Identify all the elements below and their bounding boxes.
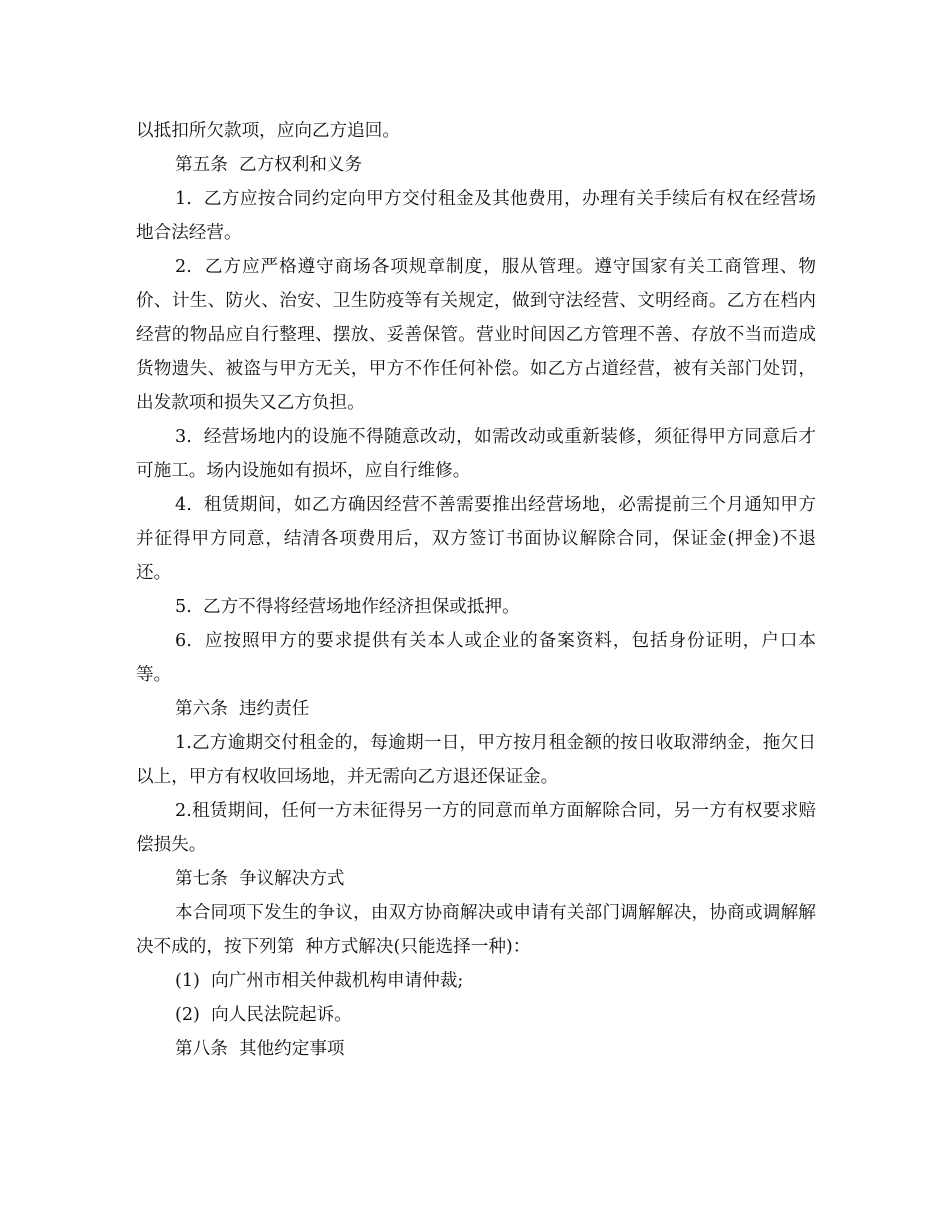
article-5-clause-3: 3. 经营场地内的设施不得随意改动，如需改动或重新装修，须征得甲方同意后才可施工。场内设施如有损坏，应自行维修。 [136,427,816,481]
article-5-clause-2: 2. 乙方应严格遵守商场各项规章制度，服从管理。遵守国家有关工商管理、物价、计生、防火、治安、卫生防疫等有关规定，做到守法经营、文明经商。乙方在档内经营的物品应自行整理、摆放、妥善保管。营业时间因乙方管理不善、存放不当而造成货物遗失、被盗与甲方无关，甲方不作任何补偿。如乙方占道经营，被有关部门处罚，出发款项和损失又乙方负担。 [136,257,816,413]
article-8-heading: 第八条 其他约定事项 [175,1039,345,1059]
article-5-clause-1: 1. 乙方应按合同约定向甲方交付租金及其他费用，办理有关手续后有权在经营场地合法经营。 [136,189,816,243]
article-5-clause-6: 6. 应按照甲方的要求提供有关本人或企业的备案资料，包括身份证明，户口本等。 [136,631,816,685]
article-5-heading: 第五条 乙方权利和义务 [175,155,363,175]
article-7-option-2: (2) 向人民法院起诉。 [175,1005,352,1025]
article-6-clause-2: 2.租赁期间，任何一方未征得另一方的同意而单方面解除合同，另一方有权要求赔偿损失。 [136,801,816,855]
article-6-clause-1: 1.乙方逾期交付租金的，每逾期一日，甲方按月租金额的按日收取滞纳金，拖欠日以上，甲方有权收回场地，并无需向乙方退还保证金。 [136,733,816,787]
article-5-clause-4: 4. 租赁期间，如乙方确因经营不善需要推出经营场地，必需提前三个月通知甲方并征得甲方同意，结清各项费用后，双方签订书面协议解除合同，保证金(押金)不退还。 [136,495,816,583]
article-7-body: 本合同项下发生的争议，由双方协商解决或申请有关部门调解解决，协商或调解解决不成的，按下列第 种方式解决(只能选择一种)： [136,903,816,957]
document-body [136,114,816,1066]
article-7-option-1: (1) 向广州市相关仲裁机构申请仲裁; [175,971,464,991]
article-7-heading: 第七条 争议解决方式 [175,869,345,889]
article-6-heading: 第六条 违约责任 [175,699,310,719]
article-5-clause-5: 5. 乙方不得将经营场地作经济担保或抵押。 [175,597,520,617]
paragraph-continuation: 以抵扣所欠款项，应向乙方追回。 [136,121,400,141]
